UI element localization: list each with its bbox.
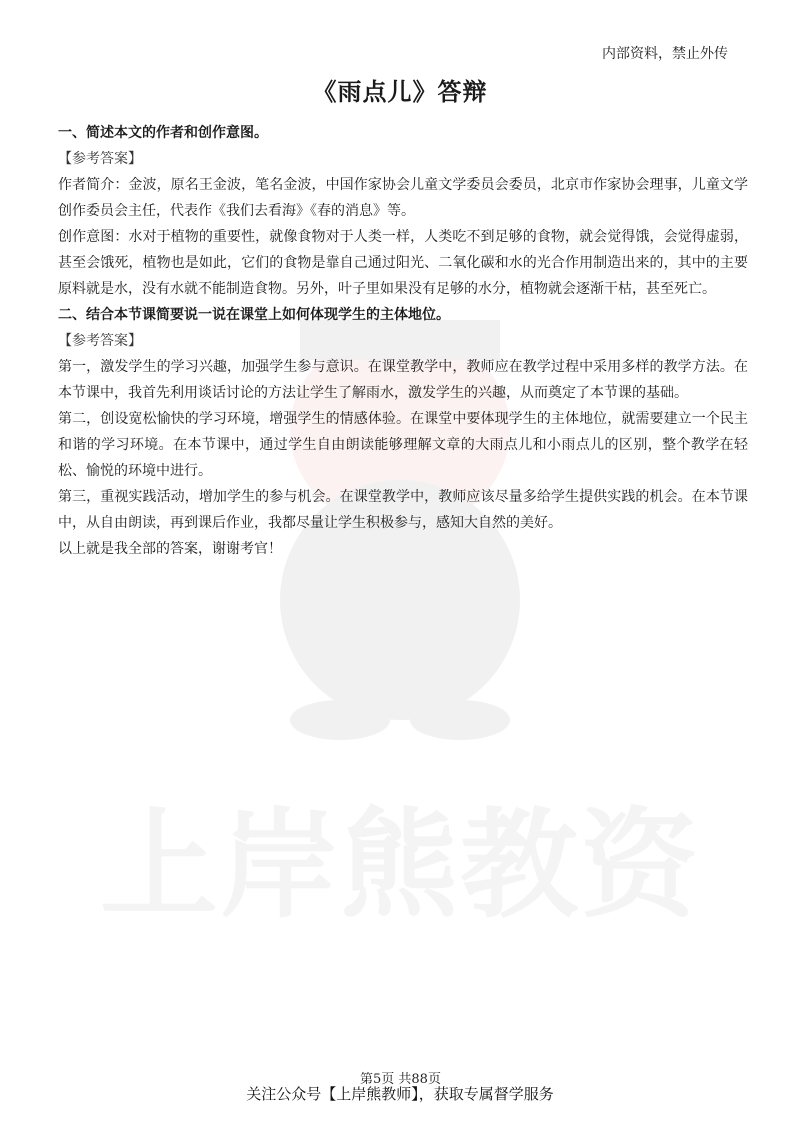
- answer-paragraph: 第三，重视实践活动，增加学生的参与机会。在课堂教学中，教师应该尽量多给学生提供实践的机会。在本节课中，从自由朗读，再到课后作业，我都尽量让学生积极参与，感知大自然的美好。: [58, 489, 748, 531]
- closing-paragraph: 以上就是我全部的答案，谢谢考官！: [58, 541, 282, 557]
- reference-answer-label: 【参考答案】: [58, 333, 142, 349]
- footer-note: 关注公众号【上岸熊教师】，获取专属督学服务: [246, 1085, 554, 1103]
- question-heading: 一、简述本文的作者和创作意图。: [58, 125, 268, 141]
- page-number: 第5页 共88页: [360, 1072, 441, 1087]
- page-title: 《雨点儿》答辩: [312, 78, 488, 106]
- answer-paragraph: 创作意图：水对于植物的重要性，就像食物对于人类一样，人类吃不到足够的食物，就会觉得饿，会觉得虚弱，甚至会饿死，植物也是如此，它们的食物是靠自己通过阳光、二氧化碳和水的光合作用制造出来的，其中的主要原料就是水，没有水就不能制造食物。另外，叶子里如果没有足够的水分，植物就会逐渐干枯，甚至死亡。: [58, 229, 748, 297]
- reference-answer-label: 【参考答案】: [58, 151, 142, 167]
- header-note: 内部资料，禁止外传: [602, 46, 728, 62]
- answer-paragraph: 作者简介：金波，原名王金波，笔名金波，中国作家协会儿童文学委员会委员，北京市作家协会理事，儿童文学创作委员会主任，代表作《我们去看海》《春的消息》等。: [58, 177, 748, 219]
- watermark-text: [0, 770, 800, 940]
- question-heading: 二、结合本节课简要说一说在课堂上如何体现学生的主体地位。: [58, 307, 450, 323]
- document-body: [58, 120, 748, 562]
- answer-paragraph: 第一，激发学生的学习兴趣，加强学生参与意识。在课堂教学中，教师应在教学过程中采用多样的教学方法。在本节课中，我首先利用谈话讨论的方法让学生了解雨水，激发学生的兴趣，从而奠定了本节课的基础。: [58, 359, 748, 401]
- answer-paragraph: 第二，创设宽松愉快的学习环境，增强学生的情感体验。在课堂中要体现学生的主体地位，就需要建立一个民主和谐的学习环境。在本节课中，通过学生自由朗读能够理解文章的大雨点儿和小雨点儿的区别，整个教学在轻松、愉悦的环境中进行。: [58, 411, 748, 479]
